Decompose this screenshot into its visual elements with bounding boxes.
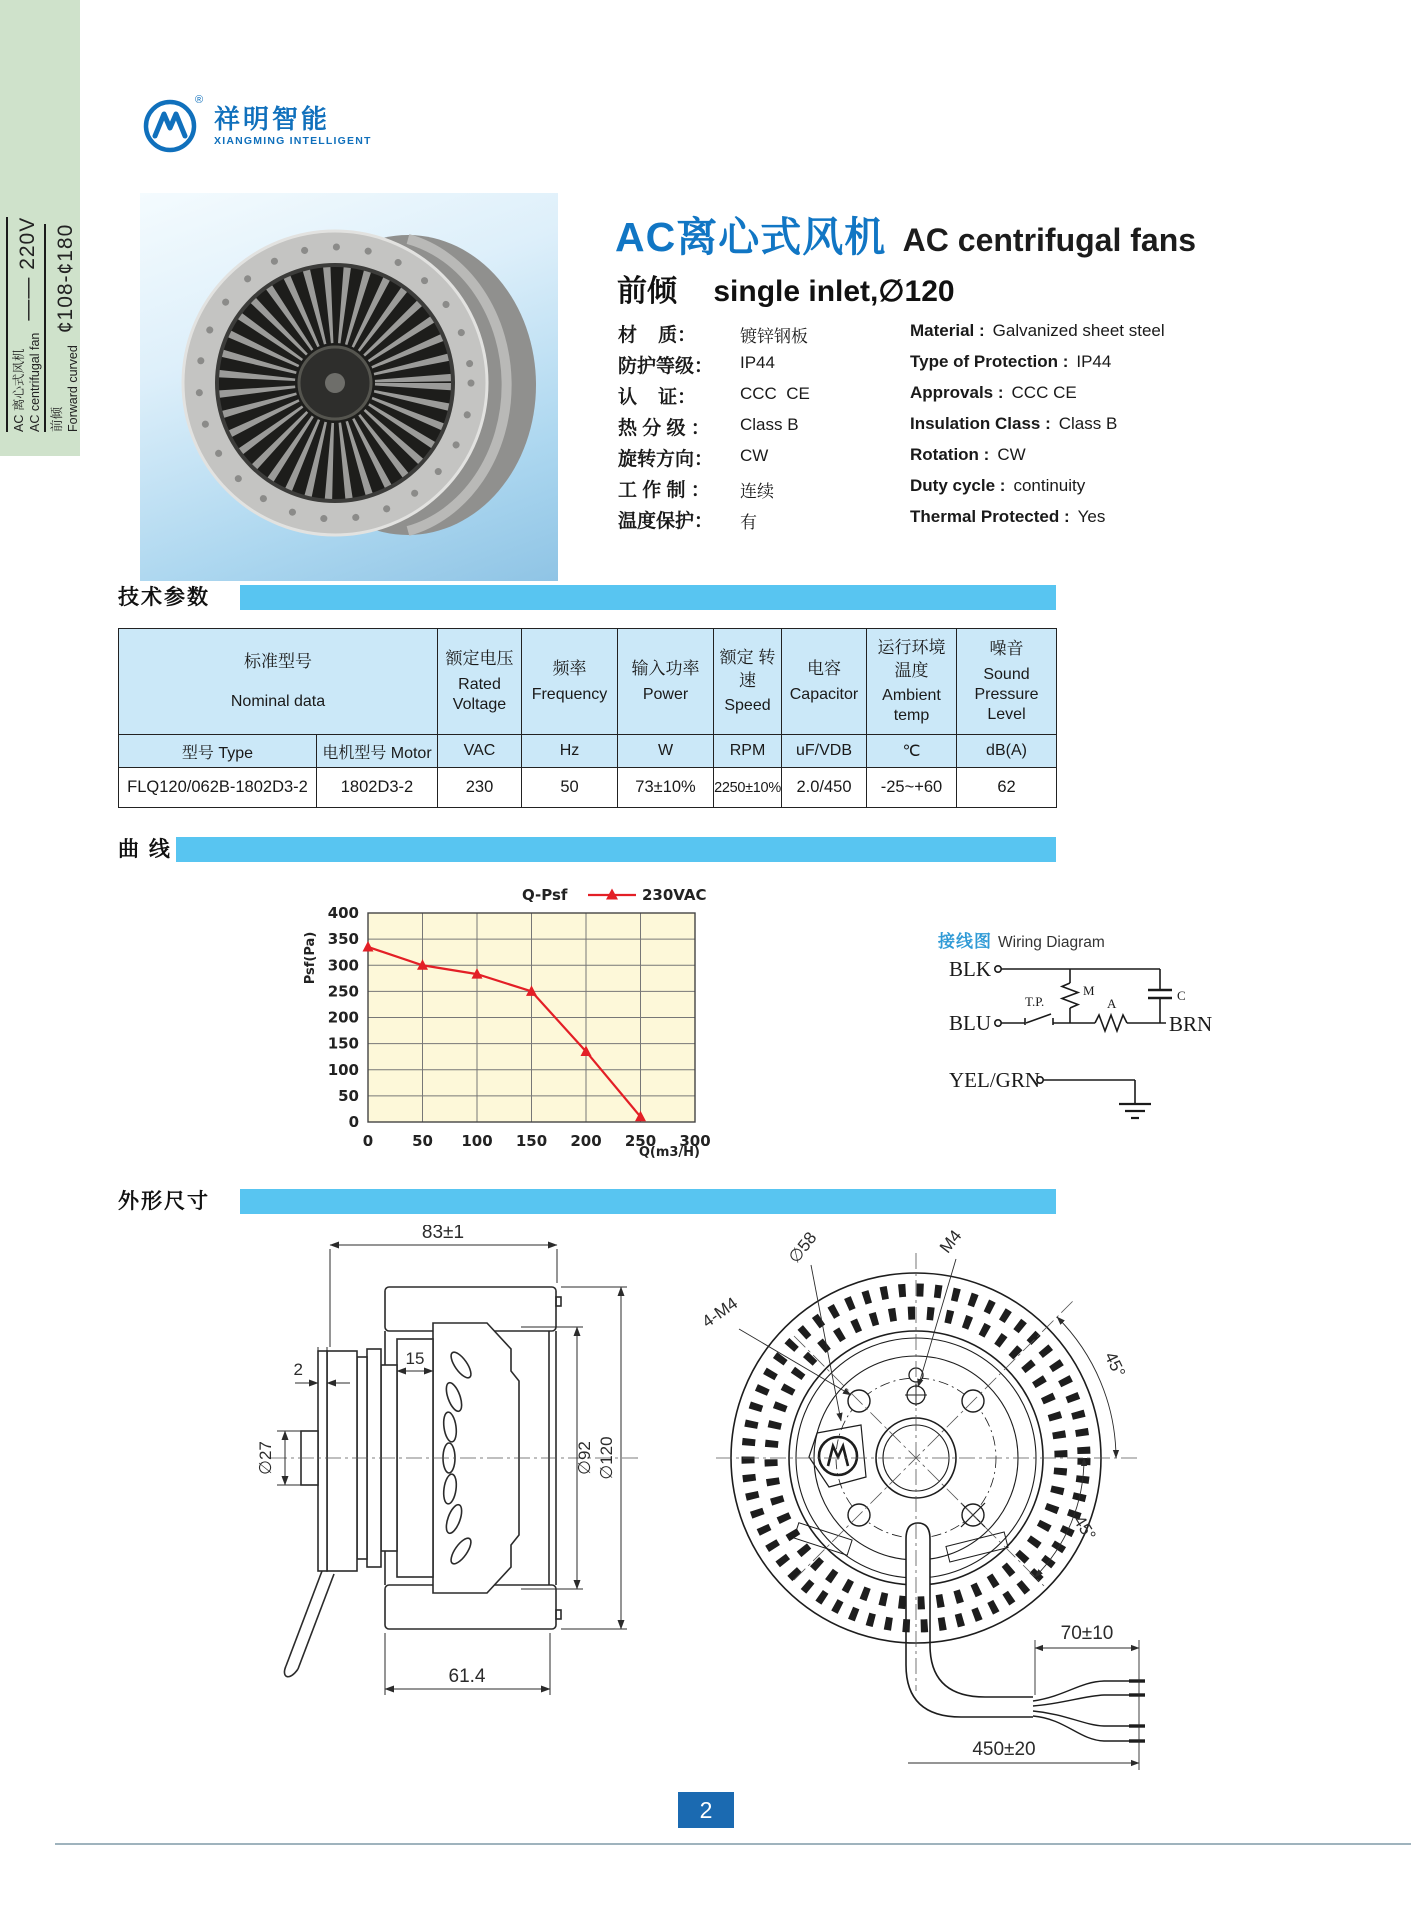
spec-en-value: CW — [997, 445, 1026, 464]
svg-text:200: 200 — [570, 1132, 602, 1150]
svg-text:200: 200 — [327, 1008, 359, 1027]
brand-logo — [142, 94, 372, 154]
product-photo — [140, 193, 558, 581]
subtitle-zh: 前倾 — [617, 275, 677, 308]
svg-text:0: 0 — [348, 1113, 359, 1131]
spec-en-label: Thermal Protected : — [910, 507, 1070, 526]
spec-row-material — [618, 316, 1218, 347]
dim-screw-label: M4 — [935, 1226, 966, 1257]
spec-row-duty — [618, 471, 1218, 502]
wire-yelgrn-label: YEL/GRN — [949, 1068, 1040, 1092]
spec-zh-label: 认 证： — [618, 387, 697, 408]
section-bar — [240, 585, 1056, 610]
svg-text:0: 0 — [362, 1132, 374, 1150]
cell-db: 62 — [957, 768, 1057, 808]
dim-bolt-circle-label: ∅58 — [784, 1228, 821, 1267]
spec-row-rotation — [618, 440, 1218, 471]
logo-zh-text: 祥明智能 — [214, 103, 331, 134]
dim-depth-label: 61.4 — [448, 1666, 486, 1687]
subcol-motor: 电机型号 Motor — [317, 735, 438, 768]
dim-mounting-holes-label: 4-M4 — [698, 1293, 742, 1332]
col-header-ambient: 运行环境 温度 Ambient temp — [867, 629, 957, 735]
spec-zh-label: 工 作 制 ： — [618, 480, 710, 501]
dim-motor-dia-label: ∅92 — [575, 1441, 594, 1475]
fan-image — [140, 193, 558, 581]
svg-text:350: 350 — [327, 930, 359, 949]
unit-w: W — [618, 735, 714, 768]
spec-row-insulation — [618, 409, 1218, 440]
spec-en-value: continuity — [1013, 476, 1086, 495]
side-tab-series-zh: AC 离心式风机 — [12, 348, 26, 432]
section-tech-params: 技术参数 — [118, 586, 210, 609]
svg-text:100: 100 — [461, 1132, 493, 1150]
svg-text:250: 250 — [327, 982, 359, 1001]
spec-list — [618, 316, 1218, 533]
dim-shaft-label: ∅27 — [256, 1441, 275, 1475]
spec-zh-value: Class B — [740, 415, 799, 434]
svg-text:300: 300 — [679, 1132, 711, 1150]
title-en: AC centrifugal fans — [902, 222, 1197, 258]
page-number: 2 — [678, 1792, 734, 1828]
spec-zh-label: 旋转方向： — [618, 449, 714, 470]
tech-params-table — [118, 628, 1057, 808]
spec-en-value: IP44 — [1076, 352, 1112, 371]
cell-rpm: 2250±10% — [714, 768, 782, 808]
section-bar — [240, 1189, 1056, 1214]
page-subtitle — [617, 266, 955, 310]
side-tab-type-en: Forward curved — [65, 345, 80, 432]
side-tab-type — [44, 224, 81, 432]
svg-text:250: 250 — [624, 1132, 657, 1150]
spec-zh-label: 防护等级： — [618, 356, 714, 377]
unit-celsius: ℃ — [867, 735, 957, 768]
spec-zh-value: CCC CE — [740, 384, 810, 403]
side-tab-series-en: AC centrifugal fan — [27, 332, 42, 432]
dim-width-label: 83±1 — [421, 1225, 465, 1243]
cell-uf: 2.0/450 — [782, 768, 867, 808]
col-header-power: 输入功率 Power — [618, 629, 714, 735]
svg-text:300: 300 — [327, 956, 359, 975]
wiring-title — [938, 927, 1105, 952]
page-title — [615, 204, 1196, 263]
svg-text:100: 100 — [327, 1060, 359, 1079]
col-header-noise: 噪音 Sound Pressure Level — [957, 629, 1057, 735]
y-axis-label: Psf(Pa) — [303, 931, 318, 985]
svg-text:150: 150 — [327, 1034, 359, 1053]
subcol-type: 型号 Type — [119, 735, 317, 768]
wire-blk-label: BLK — [949, 957, 991, 981]
side-tab-dash: —— — [15, 276, 39, 321]
side-tab-type-zh: 前倾 — [50, 406, 64, 432]
col-header-nominal: 标准型号 Nominal data — [119, 629, 438, 735]
side-tab-voltage: 220V — [15, 216, 39, 270]
cell-vac: 230 — [438, 768, 522, 808]
title-zh: AC离心式风机 — [615, 214, 887, 260]
unit-dba: dB(A) — [957, 735, 1057, 768]
spec-zh-value: 有 — [740, 513, 757, 532]
spec-zh-value: 连续 — [740, 482, 774, 501]
outline-drawings — [211, 1225, 1211, 1795]
thermal-protector-label: T.P. — [1025, 994, 1045, 1009]
dim-wheel-dia-label: ∅120 — [597, 1436, 616, 1480]
subtitle-en: single inlet,∅120 — [713, 275, 955, 308]
logo-mark-icon — [142, 98, 198, 154]
spec-en-value: Galvanized sheet steel — [992, 321, 1165, 340]
spec-en-label: Duty cycle : — [910, 476, 1006, 495]
section-curve: 曲 线 — [118, 838, 172, 861]
cell-motor: 1802D3-2 — [317, 768, 438, 808]
side-tab-size-range: ¢108-¢180 — [53, 223, 77, 334]
spec-en-label: Insulation Class : — [910, 414, 1051, 433]
spec-en-label: Approvals : — [910, 383, 1004, 402]
cell-w: 73±10% — [618, 768, 714, 808]
spec-zh-value: IP44 — [740, 353, 775, 372]
svg-text:50: 50 — [338, 1086, 359, 1105]
front-view — [731, 1273, 1145, 1741]
spec-zh-label: 热 分 级 ： — [618, 418, 710, 439]
unit-hz: Hz — [522, 735, 618, 768]
cell-type: FLQ120/062B-1802D3-2 — [119, 768, 317, 808]
cell-temp: -25~+60 — [867, 768, 957, 808]
col-header-capacitor: 电容 Capacitor — [782, 629, 867, 735]
unit-vac: VAC — [438, 735, 522, 768]
svg-text:150: 150 — [515, 1132, 548, 1150]
spec-en-label: Type of Protection : — [910, 352, 1069, 371]
chart-title: Q-Psf — [522, 886, 568, 904]
dim-angle-bottom-label: 45° — [1069, 1512, 1100, 1545]
dim-strip-label: 70±10 — [1060, 1623, 1114, 1644]
wiring-diagram — [945, 952, 1245, 1147]
legend-label: 230VAC — [642, 886, 707, 904]
section-dimensions: 外形尺寸 — [118, 1190, 210, 1213]
spec-zh-label: 温度保护： — [618, 511, 714, 532]
wire-brn-label: BRN — [1169, 1012, 1213, 1036]
cell-hz: 50 — [522, 768, 618, 808]
footer-rule — [55, 1843, 1411, 1845]
dim-boss-label: 15 — [405, 1349, 425, 1368]
col-header-voltage: 额定电压 Rated Voltage — [438, 629, 522, 735]
col-header-speed: 额定 转速 Speed — [714, 629, 782, 735]
registered-mark: ® — [195, 94, 204, 106]
spec-row-protection — [618, 347, 1218, 378]
col-header-frequency: 频率 Frequency — [522, 629, 618, 735]
wiring-schematic — [945, 952, 1245, 1142]
logo-en-text: XIANGMING INTELLIGENT — [214, 134, 372, 147]
spec-zh-label: 材 质： — [618, 325, 697, 346]
dim-plate-label: 2 — [293, 1360, 303, 1379]
spec-zh-value: CW — [740, 446, 769, 465]
spec-en-value: Class B — [1058, 414, 1118, 433]
svg-text:400: 400 — [327, 904, 359, 922]
q-psf-chart — [290, 878, 730, 1170]
performance-chart — [290, 878, 730, 1170]
dimension-drawing — [211, 1225, 1211, 1790]
spec-en-label: Rotation : — [910, 445, 990, 464]
unit-rpm: RPM — [714, 735, 782, 768]
unit-uf: uF/VDB — [782, 735, 867, 768]
spec-row-thermal — [618, 502, 1218, 533]
aux-winding-label: A — [1107, 996, 1117, 1011]
wire-blu-label: BLU — [949, 1011, 991, 1035]
section-bar — [176, 837, 1056, 862]
spec-zh-value: 镀锌钢板 — [740, 327, 808, 346]
wiring-title-zh: 接线图 — [938, 932, 992, 951]
main-winding-label: M — [1083, 983, 1095, 998]
spec-en-value: CCC CE — [1011, 383, 1077, 402]
svg-text:50: 50 — [412, 1132, 433, 1150]
side-view — [284, 1287, 561, 1677]
spec-en-label: Material : — [910, 321, 985, 340]
side-tab-series — [6, 217, 43, 432]
wiring-title-en: Wiring Diagram — [998, 934, 1105, 951]
table-row — [119, 768, 1057, 808]
x-axis-label: Q(m3/H) — [638, 1145, 700, 1160]
spec-en-value: Yes — [1077, 507, 1106, 526]
capacitor-label: C — [1177, 988, 1186, 1003]
side-tab — [0, 0, 80, 456]
dim-cable-label: 450±20 — [972, 1739, 1036, 1760]
dim-angle-top-label: 45° — [1100, 1348, 1130, 1381]
spec-row-approvals — [618, 378, 1218, 409]
